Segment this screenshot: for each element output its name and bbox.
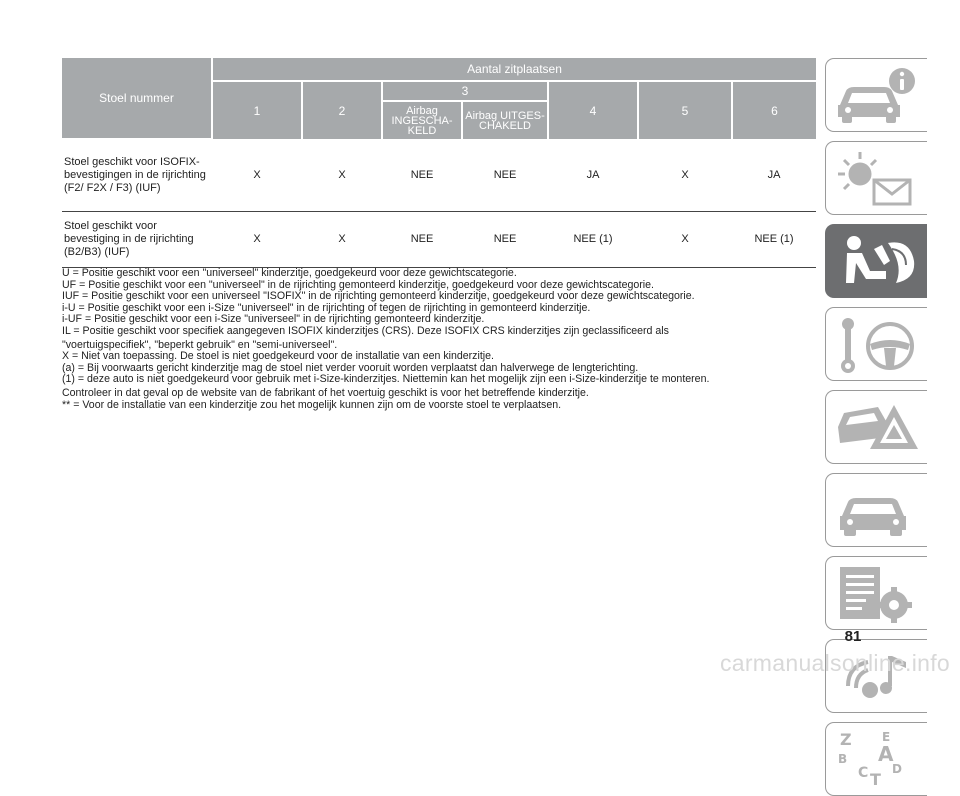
- note-line: (1) = deze auto is niet goedgekeurd voor gebruik met i-Size-kinderzitjes. Niettemin kan het mogelijk zijn een i-Size-kinderzitje te monteren.: [62, 373, 710, 386]
- row-label: Stoel geschikt voor bevestiging in de rijrichting (B2/B3) (IUF): [62, 211, 212, 267]
- table-cell: X: [212, 211, 302, 267]
- index-letter: E: [882, 730, 891, 744]
- note-line: i-UF = Positie geschikt voor een i-Size "universeel" in de rijrichting gemonteerd kinderzitje.: [62, 313, 485, 326]
- note-line: Controleer in dat geval op de website van de fabrikant of het voertuig geschikt is voor het betreffende kinderzitje.: [62, 386, 589, 399]
- car-info-icon: [834, 65, 920, 127]
- table-cell: NEE (1): [732, 211, 816, 267]
- legend-notes: [62, 268, 822, 411]
- nav-tab-technical-data[interactable]: [825, 556, 927, 630]
- table-cell: NEE: [382, 139, 462, 211]
- nav-tab-maintenance[interactable]: [825, 473, 927, 547]
- table-cell: NEE: [462, 211, 548, 267]
- index-letter: A: [878, 742, 894, 766]
- index-letter: B: [838, 752, 848, 766]
- note-line: i-U = Positie geschikt voor een i-Size "universeel" in de rijrichting of tegen de rijrichting in gemonteerd kinderzitje.: [62, 301, 591, 314]
- table-cell: NEE: [462, 139, 548, 211]
- note-line: IUF = Positie geschikt voor een universeel "ISOFIX" in de rijrichting gemonteerd kinderzitje, goedgekeurd voor deze gewichtscategorie.: [62, 290, 695, 303]
- table-cell: JA: [732, 139, 816, 211]
- warning-lights-message-icon: [834, 148, 920, 210]
- nav-tab-starting[interactable]: [825, 307, 927, 381]
- seat-1-header: 1: [212, 81, 302, 139]
- seat-4-header: 4: [548, 81, 638, 139]
- seat-airbag-safety-icon: [834, 231, 920, 293]
- alphabetical-index-icon: [834, 729, 920, 791]
- table-cell: X: [302, 211, 382, 267]
- isofix-seat-table: [62, 58, 816, 268]
- table-cell: X: [212, 139, 302, 211]
- seat-3-header: 3: [382, 81, 548, 101]
- note-line: UF = Positie geschikt voor een "universeel" in de rijrichting gemonteerd kinderzitje, goedgekeurd voor deze gewichtscategorie.: [62, 278, 654, 291]
- index-letter: C: [858, 765, 869, 781]
- seat-6-header: 6: [732, 81, 816, 139]
- table-cell: NEE: [382, 211, 462, 267]
- note-line: IL = Positie geschikt voor specifiek aangegeven ISOFIX kinderzitjes (CRS). Deze ISOFIX CRS kinderzitjes zijn geclassificeerd als: [62, 324, 669, 337]
- key-steering-wheel-icon: [834, 314, 920, 376]
- seat-2-header: 2: [302, 81, 382, 139]
- note-line: "voertuigspecifiek", "beperkt gebruik" en "semi-universeel".: [62, 338, 338, 351]
- watermark: carmanualsonline.info: [719, 650, 950, 676]
- note-line: (a) = Bij voorwaarts gericht kinderzitje mag de stoel niet verder vooruit worden verplaatst dan halverwege de lengterichting.: [62, 361, 639, 374]
- car-maintenance-icon: [834, 480, 920, 542]
- nav-tab-car-info[interactable]: [825, 58, 927, 132]
- page-number: 81: [844, 628, 862, 645]
- seat-3-airbag-off-header: Airbag UITGES-CHAKELD: [462, 101, 548, 139]
- table-cell: JA: [548, 139, 638, 211]
- note-line: X = Niet van toepassing. De stoel is niet goedgekeurd voor de installatie van een kinderzitje.: [62, 350, 494, 363]
- seat-3-airbag-on-header: Airbag INGESCHA-KELD: [382, 101, 462, 139]
- table-cell: X: [638, 139, 732, 211]
- table-row: [62, 139, 816, 211]
- table-cell: X: [302, 139, 382, 211]
- seat-5-header: 5: [638, 81, 732, 139]
- table-row: [62, 211, 816, 267]
- nav-tab-emergency[interactable]: [825, 390, 927, 464]
- row-label: Stoel geschikt voor ISOFIX-bevestigingen in de rijrichting (F2/ F2X / F3) (IUF): [62, 139, 212, 211]
- nav-tab-warning-lights[interactable]: [825, 141, 927, 215]
- note-line: ** = Voor de installatie van een kinderzitje zou het mogelijk kunnen zijn om de voorste stoel te verplaatsen.: [62, 398, 562, 411]
- index-letter: Z: [840, 730, 852, 749]
- car-emergency-triangle-icon: [834, 397, 920, 459]
- note-line: U = Positie geschikt voor een "universeel" kinderzitje, goedgekeurd voor deze gewichtscategorie.: [62, 267, 517, 279]
- index-letter: D: [892, 762, 902, 776]
- nav-tab-safety[interactable]: [825, 224, 927, 298]
- seat-number-header: Stoel nummer: [62, 58, 212, 139]
- index-letter: T: [870, 770, 881, 789]
- seating-positions-header: Aantal zitplaatsen: [212, 58, 816, 81]
- table-cell: NEE (1): [548, 211, 638, 267]
- technical-data-gear-icon: [834, 563, 920, 625]
- table-cell: X: [638, 211, 732, 267]
- nav-tab-index[interactable]: [825, 722, 927, 796]
